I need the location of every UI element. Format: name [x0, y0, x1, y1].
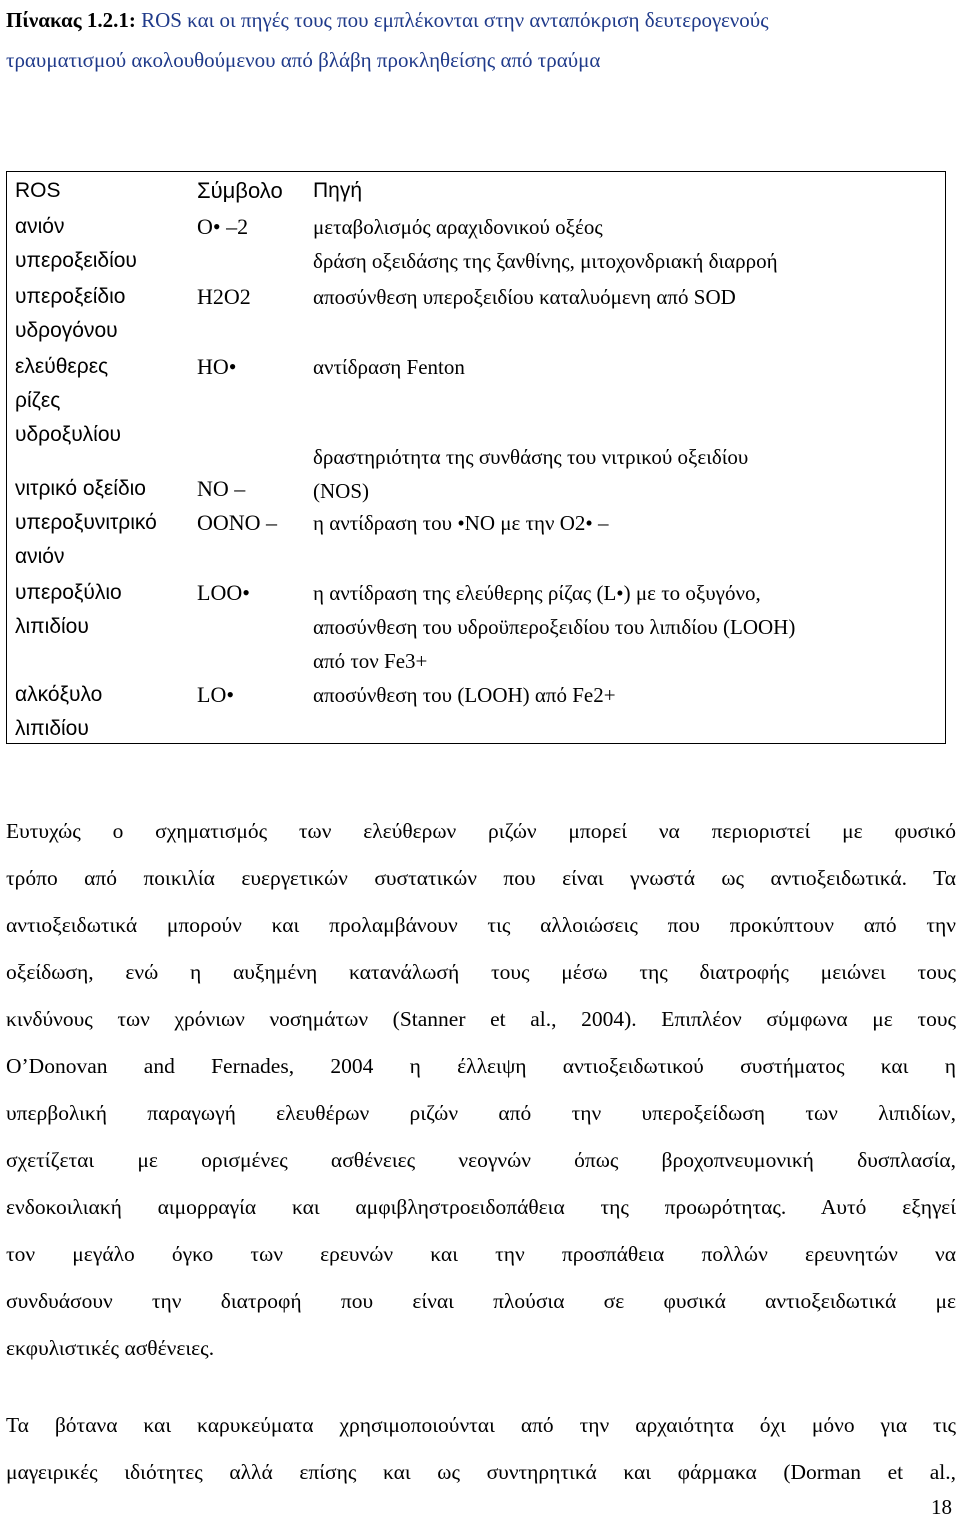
symbol-cell: HO• [197, 354, 237, 379]
source-cell: αντίδραση Fenton [313, 355, 465, 379]
ros-table [6, 171, 946, 744]
ros-cell: υπεροξείδιο υδρογόνου [15, 285, 126, 342]
ros-cell: υπεροξύλιο λιπιδίου [15, 581, 122, 638]
ros-cell: υπεροξυνιτρικό ανιόν [15, 511, 157, 568]
header-symbol: Σύμβολο [197, 178, 283, 203]
header-ros: ROS [15, 179, 61, 202]
symbol-cell: O• ‒2 [197, 214, 249, 239]
caption-label: Πίνακας 1.2.1: [6, 8, 136, 32]
table-caption [6, 0, 956, 80]
header-source: Πηγή [313, 179, 363, 202]
body-paragraph-2: Τα βότανα και καρυκεύματα χρησιμοποιούνται από την αρχαιότητα όχι μόνο για τις μαγειρικές ιδιότητες αλλά επίσης και ως συντηρητικά και φάρμακα (Dorman et al., [6, 1413, 956, 1484]
ros-cell: νιτρικό οξείδιο [15, 477, 146, 500]
caption-line-2: τραυματισμού ακολουθούμενου από βλάβη προκληθείσης από τραύμα [6, 48, 601, 72]
source-cell: η αντίδραση της ελεύθερης ρίζας (L•) με το οξυγόνο, αποσύνθεση του υδροϋπεροξειδίου του λιπιδίου (LOOH) από τον Fe3+ [313, 581, 796, 673]
source-cell: αποσύνθεση του (LOOH) από Fe2+ [313, 683, 616, 707]
source-cell: δραστηριότητα της συνθάσης του νιτρικού οξειδίου (NOS) [313, 445, 749, 503]
symbol-cell: NO ‒ [197, 476, 246, 501]
source-cell: η αντίδραση του •NO με την O2• ‒ [313, 511, 609, 535]
caption-line-1: ROS και οι πηγές τους που εμπλέκονται στην ανταπόκριση δευτερογενούς [141, 8, 769, 32]
symbol-cell: OONO ‒ [197, 510, 278, 535]
symbol-cell: LOO• [197, 580, 250, 605]
source-cell: μεταβολισμός αραχιδονικού οξέος δράση οξειδάσης της ξανθίνης, μιτοχονδριακή διαρροή [313, 215, 778, 273]
symbol-cell: LO• [197, 682, 235, 707]
symbol-cell: H2O2 [197, 284, 251, 309]
body-paragraph-1: Ευτυχώς ο σχηματισμός των ελεύθερων ριζών μπορεί να περιοριστεί με φυσικό τρόπο από ποικιλία ευεργετικών συστατικών που είναι γνωστά ως αντιοξειδωτικά. Τα αντιοξειδωτικά μπορούν και προλαμβάνουν τις αλλοιώσεις που προκύπτουν από την οξείδωση, ενώ η αυξημένη κατανάλωσή τους μέσω της διατροφής μειώνει τους κινδύνους των χρόνιων νοσημάτων (Stanner et al., 2004). Επιπλέον σύμφωνα με τους O’Donovan and Fernades, 2004 η έλλειψη αντιοξειδωτικού συστήματος και η υπερβολική παραγωγή ελευθέρων ριζών από την υπεροξείδωση των λιπιδίων, σχετίζεται με ορισμένες ασθένειες νεογνών όπως βροχοπνευμονική δυσπλασία, ενδοκοιλιακή αιμορραγία και αμφιβληστροειδοπάθεια της προωρότητας. Αυτό εξηγεί τον μεγάλο όγκο των ερευνών και την προσπάθεια πολλών ερευνητών να συνδυάσουν την διατροφή που είναι πλούσια σε φυσικά αντιοξειδωτικά με εκφυλιστικές ασθένειες. [6, 819, 956, 1360]
source-cell: αποσύνθεση υπεροξειδίου καταλυόμενη από SOD [313, 285, 736, 309]
ros-cell: ελεύθερες ρίζες υδροξυλίου [15, 355, 122, 446]
ros-cell: ανιόν υπεροξειδίου [15, 215, 137, 272]
ros-cell: αλκόξυλο λιπιδίου [15, 683, 103, 740]
page-number: 18 [931, 1495, 952, 1519]
